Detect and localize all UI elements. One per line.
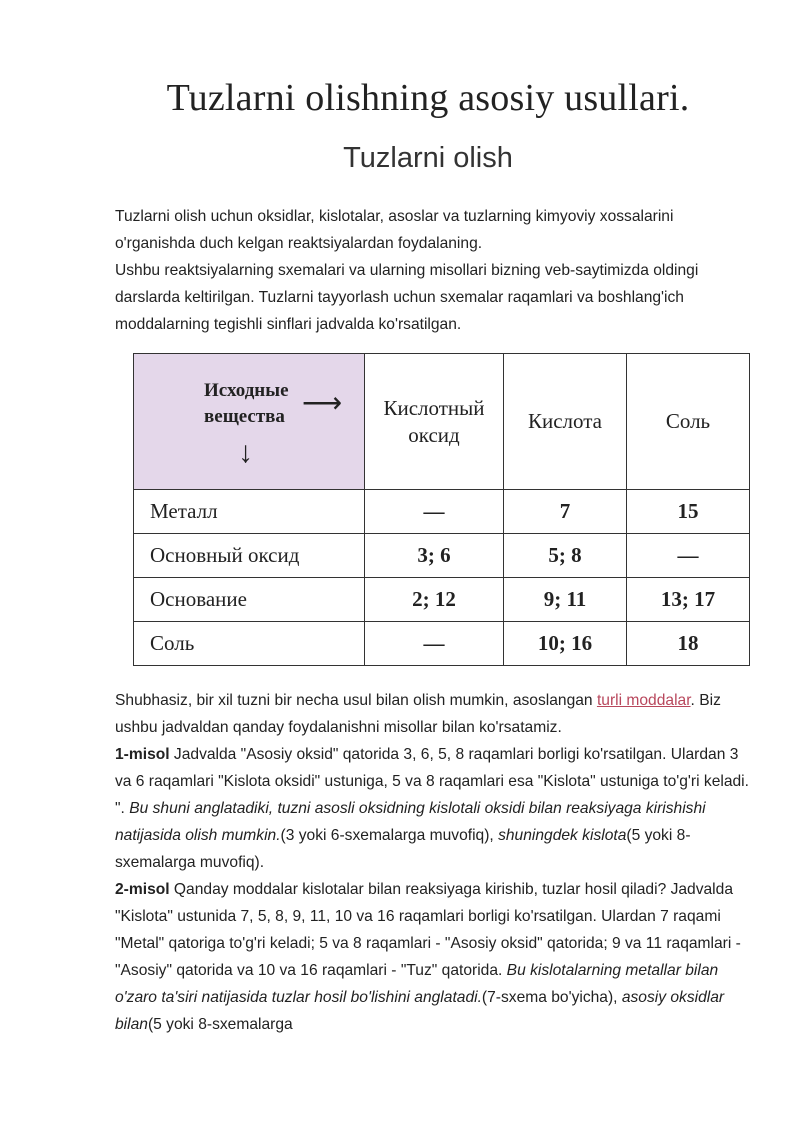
table-cell: 2; 12 xyxy=(365,578,504,622)
example-1-italic-2: shuningdek kislota xyxy=(498,827,627,844)
table-cell: 5; 8 xyxy=(504,534,627,578)
table-row xyxy=(134,534,750,578)
table-row xyxy=(134,490,750,534)
example-2-italic: Bu kislotalarning metallar bilan o'zaro ta'siri natijasida tuzlar hosil bo'lishini anglatadi. xyxy=(115,962,719,1006)
table-corner-cell xyxy=(134,354,365,490)
table-cell: 18 xyxy=(627,622,750,666)
table-row xyxy=(134,578,750,622)
row-label: Металл xyxy=(134,490,365,534)
table-header-row xyxy=(134,354,750,490)
examples-paragraph xyxy=(115,687,755,1038)
table-cell: — xyxy=(365,622,504,666)
arrow-right-icon: ⟶ xyxy=(302,388,343,419)
table-cell: 10; 16 xyxy=(504,622,627,666)
corner-label xyxy=(204,378,289,430)
table-cell: 7 xyxy=(504,490,627,534)
table-cell: — xyxy=(365,490,504,534)
column-header-salt: Соль xyxy=(627,354,750,490)
example-2-italic-2: asosiy oksidlar bilan xyxy=(115,989,725,1033)
example-1-italic: Bu shuni anglatadiki, tuzni asosli oksidning kislotali oksidi bilan reaksiyaga kirishishi natijasida olish mumkin. xyxy=(115,800,706,844)
intro-sentence-1: Tuzlarni olish uchun oksidlar, kislotalar, asoslar va tuzlarning kimyoviy xossalarini o'rganishda duch kelgan reaktsiyalardan foydalaning. xyxy=(115,208,674,252)
intro-sentence-2: Ushbu reaktsiyalarning sxemalari va ularning misollari bizning veb-saytimizda oldingi darslarda keltirilgan. Tuzlarni tayyorlash uchun sxemalar raqamlari va boshlang'ich moddalarning tegishli sinflari jadvalda ko'rsatilgan. xyxy=(115,262,699,333)
intro-paragraph xyxy=(115,203,755,338)
table-cell: 13; 17 xyxy=(627,578,750,622)
table-cell: 15 xyxy=(627,490,750,534)
column-header-acid-oxide xyxy=(365,354,504,490)
page-title: Tuzlarni olishning asosiy usullari. xyxy=(166,77,690,119)
arrow-down-icon: ↓ xyxy=(238,436,253,469)
example-1-label: 1-misol xyxy=(115,746,170,763)
table-cell: — xyxy=(627,534,750,578)
example-1-text-3: (5 yoki 8-sxemalarga muvofiq). xyxy=(115,827,691,871)
example-2-text-3: (5 yoki 8-sxemalarga xyxy=(147,1016,293,1033)
after-text-1: Shubhasiz, bir xil tuzni bir necha usul bilan olish mumkin, asoslangan xyxy=(115,692,597,709)
turli-moddalar-link[interactable]: turli moddalar xyxy=(596,692,691,709)
row-label: Основный оксид xyxy=(134,534,365,578)
after-text-2: . Biz ushbu jadvaldan qanday foydalanishni misollar bilan ko'rsatamiz. xyxy=(115,692,721,736)
table-row xyxy=(134,622,750,666)
column-header-acid-oxide-line-1: Кислотный xyxy=(383,395,485,420)
example-1-text-2: (3 yoki 6-sxemalarga muvofiq), xyxy=(280,827,499,844)
table-cell: 9; 11 xyxy=(504,578,627,622)
table-cell: 3; 6 xyxy=(365,534,504,578)
example-2-text-2: (7-sxema bo'yicha), xyxy=(481,989,622,1006)
row-label: Основание xyxy=(134,578,365,622)
section-subtitle: Tuzlarni olish xyxy=(343,142,513,174)
column-header-acid-oxide-line-2: оксид xyxy=(408,422,460,447)
row-label: Соль xyxy=(134,622,365,666)
example-2-label: 2-misol xyxy=(115,881,170,898)
column-header-acid: Кислота xyxy=(504,354,627,490)
example-2-text: Qanday moddalar kislotalar bilan reaksiyaga kirishib, tuzlar hosil qiladi? Jadvalda "Kislota" ustunida 7, 5, 8, 9, 11, 10 va 16 raqamlari borligi ko'rsatilgan. Ulardan 7 raqami "Metal" qatoriga to'g'ri keladi; 5 va 8 raqamlari - "Asosiy oksid" qatorida; 9 va 11 raqamlari - "Asosiy" qatorida va 10 va 16 raqamlari - "Tuz" qatorida. xyxy=(115,881,741,979)
example-1-text: Jadvalda "Asosiy oksid" qatorida 3, 6, 5, 8 raqamlari borligi ko'rsatilgan. Ulardan 3 va 6 raqamlari "Kislota oksidi" ustuniga, 5 va 8 raqamlari esa "Kislota" ustuniga to'g'ri keladi. ". xyxy=(115,746,749,817)
salt-schemes-table xyxy=(133,353,750,666)
corner-label-line-1: Исходные xyxy=(204,380,289,401)
corner-label-line-2: вещества xyxy=(204,406,285,427)
